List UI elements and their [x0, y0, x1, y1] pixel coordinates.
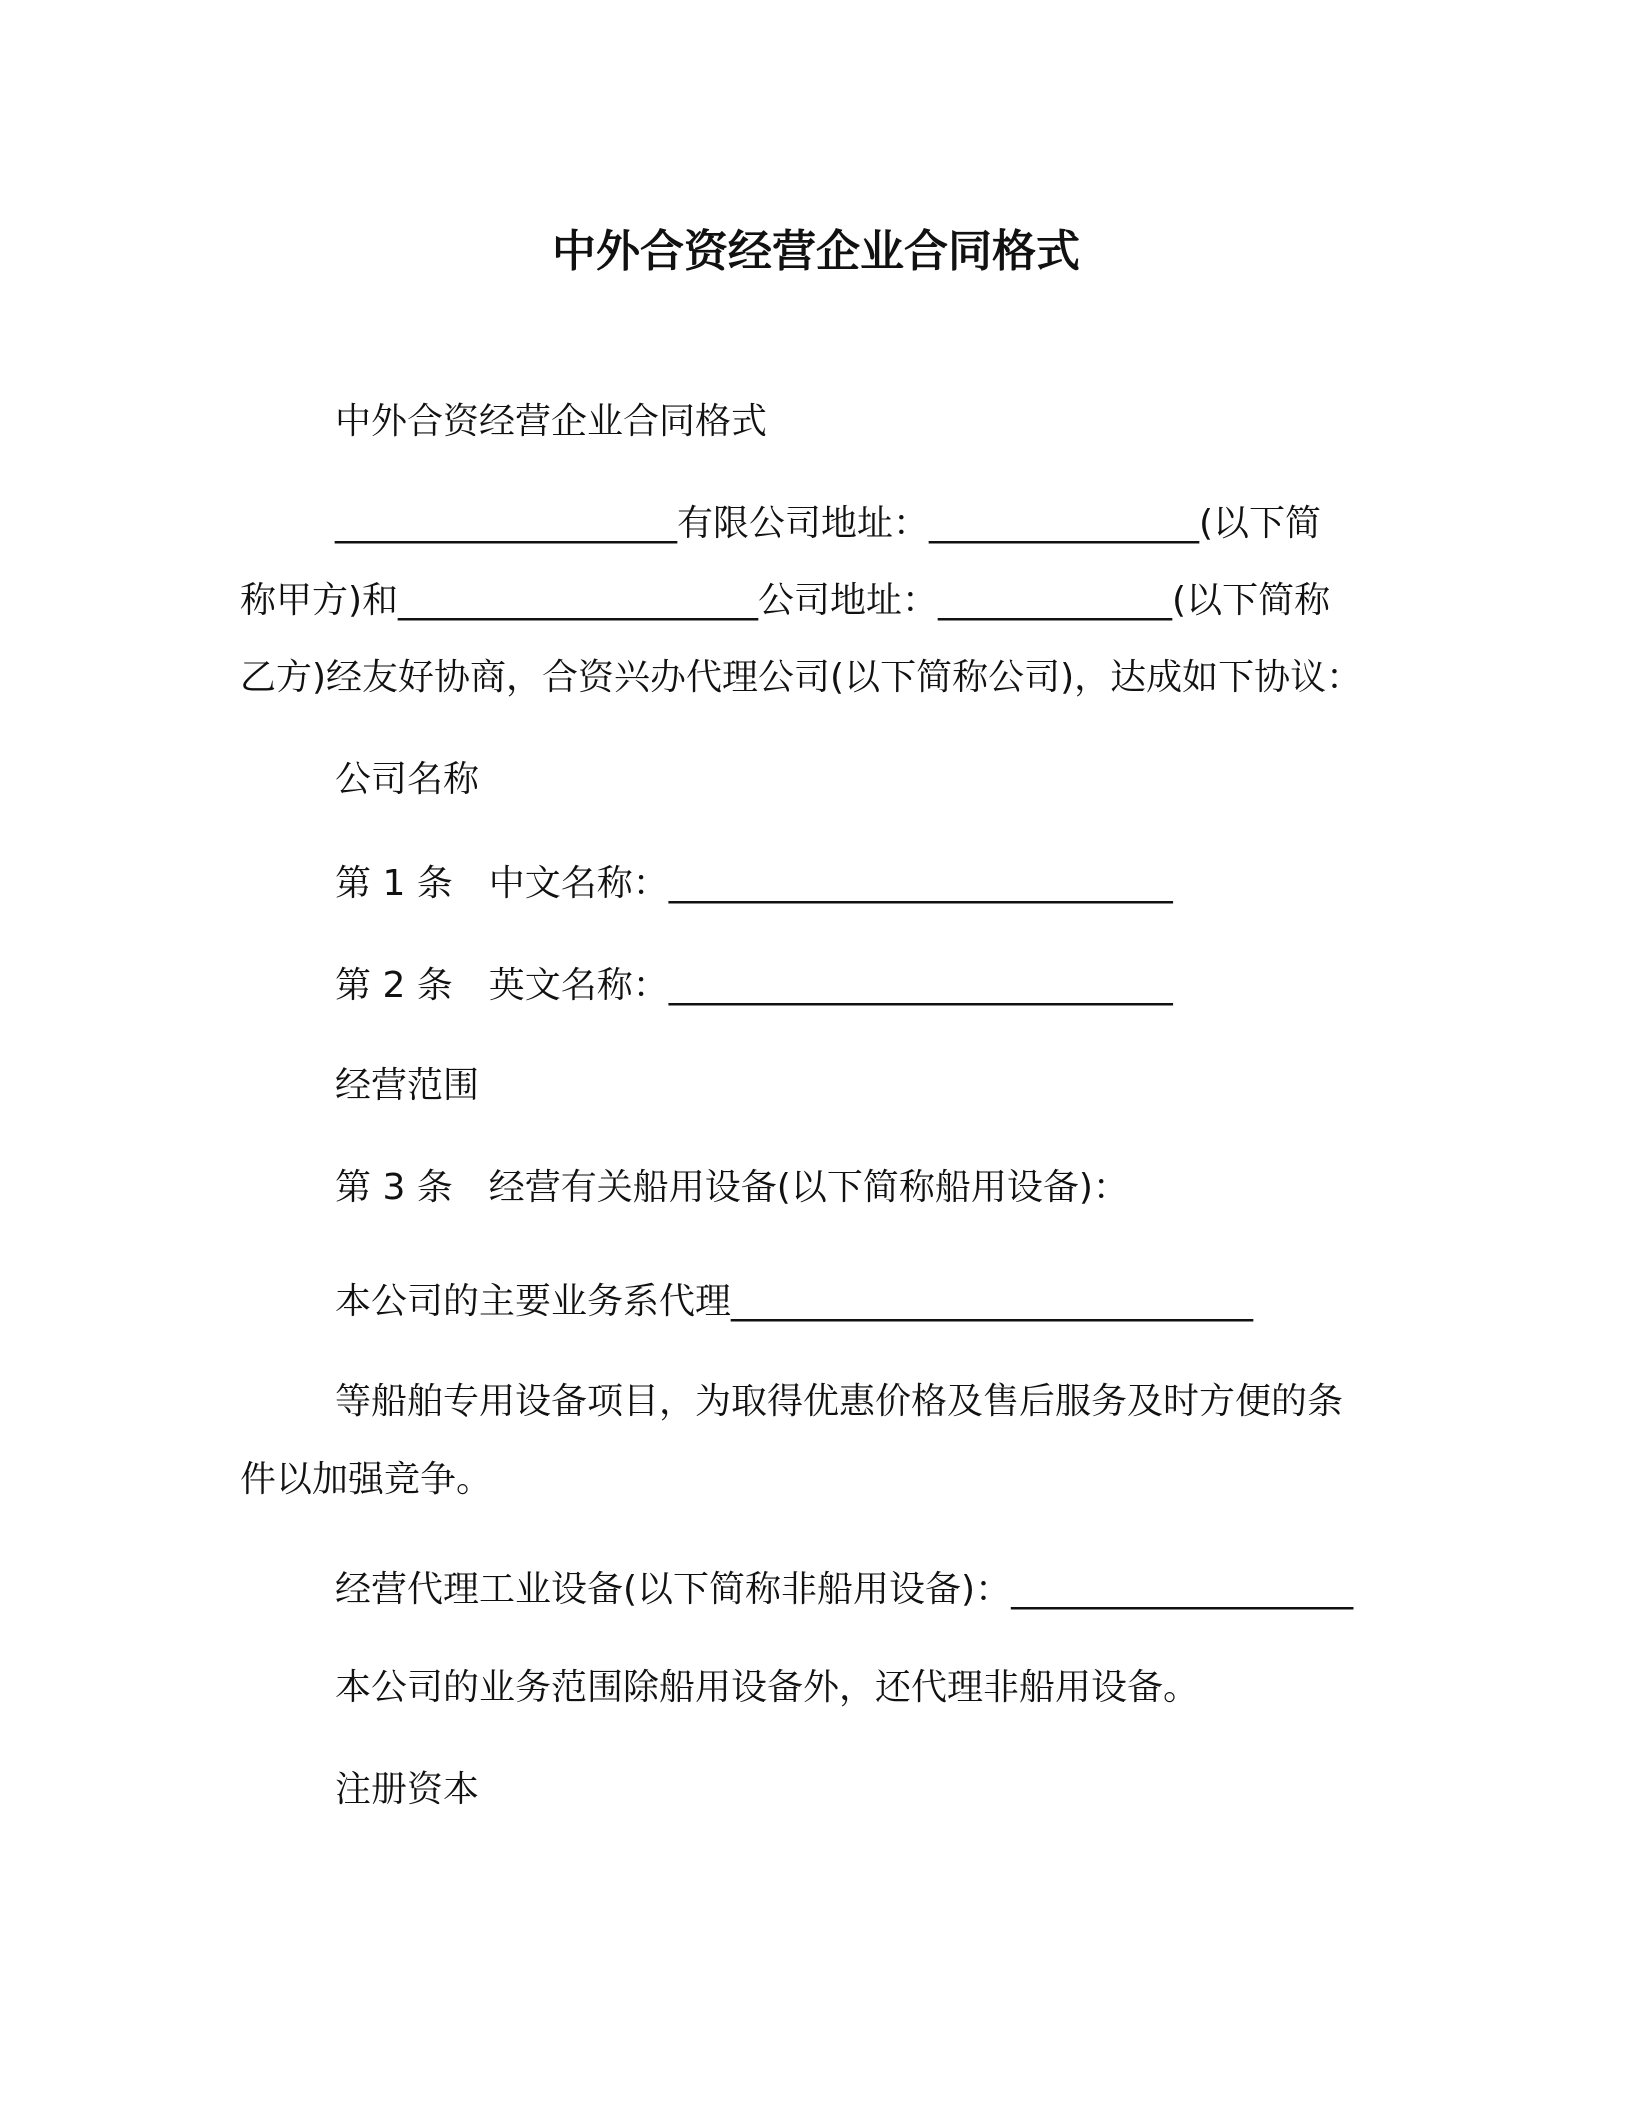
article-2-english-name: 第 2 条 英文名称：____________________________ [335, 965, 1173, 1006]
paragraph-business-range: 本公司的业务范围除船用设备外，还代理非船用设备。 [335, 1667, 1200, 1708]
article-1-chinese-name: 第 1 条 中文名称：____________________________ [335, 863, 1173, 904]
paragraph-main-business: 本公司的主要业务系代理_____________________________ [335, 1281, 1254, 1322]
paragraph-parties-line-3: 乙方)经友好协商，合资兴办代理公司(以下简称公司)，达成如下协议： [240, 657, 1363, 698]
paragraph-parties-line-2: 称甲方)和____________________公司地址：_____________(以下简称 [240, 580, 1331, 621]
section-heading-business-scope: 经营范围 [335, 1065, 480, 1106]
document-title: 中外合资经营企业合同格式 [552, 226, 1080, 277]
paragraph-parties-line-1: ___________________有限公司地址：_______________(以下简 [335, 503, 1322, 544]
article-3-marine-equipment: 第 3 条 经营有关船用设备(以下简称船用设备)： [335, 1167, 1129, 1208]
paragraph-equipment-line-1: 等船舶专用设备项目，为取得优惠价格及售后服务及时方便的条 [335, 1381, 1344, 1422]
section-heading-registered-capital: 注册资本 [335, 1769, 480, 1810]
paragraph-industrial-equipment: 经营代理工业设备(以下简称非船用设备)：___________________ [335, 1569, 1354, 1610]
paragraph-subtitle: 中外合资经营企业合同格式 [335, 401, 768, 442]
section-heading-company-name: 公司名称 [335, 759, 480, 800]
paragraph-equipment-line-2: 件以加强竞争。 [240, 1459, 493, 1500]
